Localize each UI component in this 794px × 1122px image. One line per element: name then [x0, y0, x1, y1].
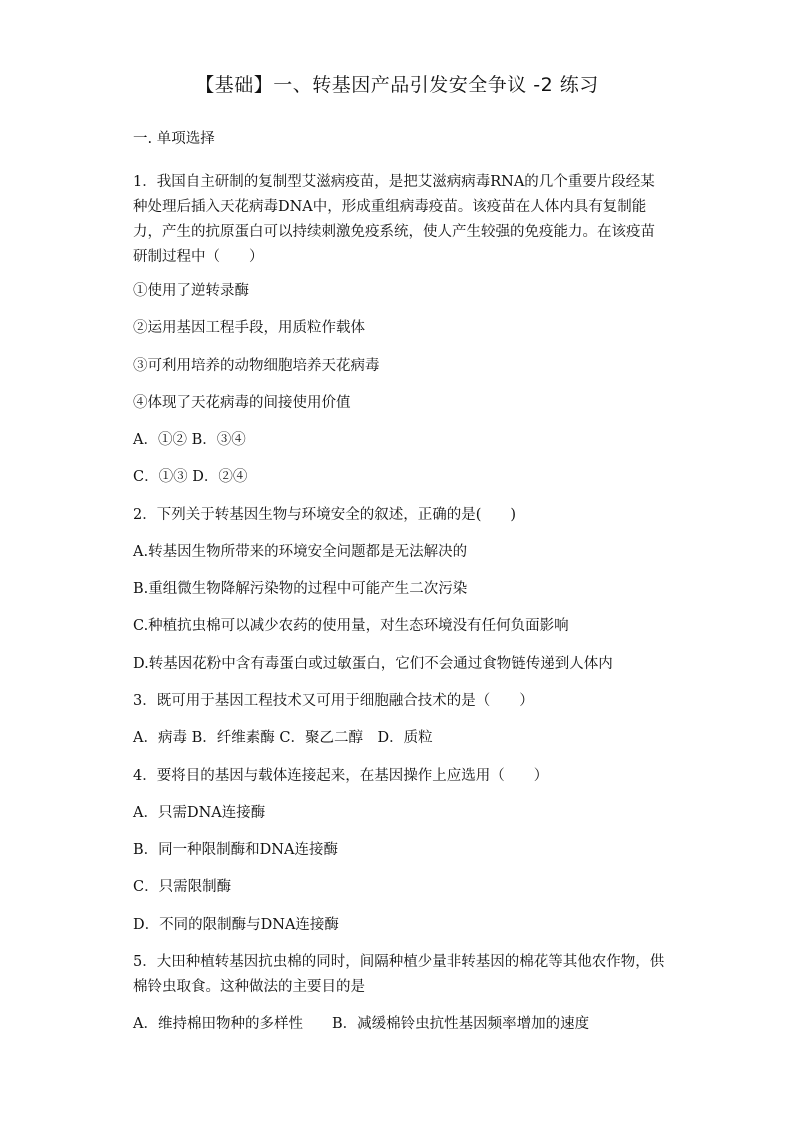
- question-4-option-c: C．只需限制酶: [133, 879, 232, 895]
- question-3-options: A．病毒 B．纤维素酶 C．聚乙二醇 D．质粒: [133, 730, 433, 746]
- question-3-stem: 3．既可用于基因工程技术又可用于细胞融合技术的是（ ）: [133, 693, 534, 709]
- question-2-option-b: B.重组微生物降解污染物的过程中可能产生二次污染: [133, 581, 468, 597]
- question-2-option-c: C.种植抗虫棉可以减少农药的使用量，对生态环境没有任何负面影响: [133, 618, 569, 634]
- question-1-option-row-2: C．①③ D．②④: [133, 469, 248, 485]
- question-2-option-d: D.转基因花粉中含有毒蛋白或过敏蛋白，它们不会通过食物链传递到人体内: [133, 656, 613, 672]
- question-4-option-b: B．同一种限制酶和DNA连接酶: [133, 842, 338, 858]
- document-title: 【基础】一、转基因产品引发安全争议 -2 练习: [195, 74, 599, 96]
- question-5-options: A．维持棉田物种的多样性 B．减缓棉铃虫抗性基因频率增加的速度: [133, 1016, 590, 1032]
- question-4-option-a: A．只需DNA连接酶: [133, 805, 266, 821]
- question-1-stem: 1．我国自主研制的复制型艾滋病疫苗，是把艾滋病病毒RNA的几个重要片段经某种处理后插入天花病毒DNA中，形成重组病毒疫苗。该疫苗在人体内具有复制能力，产生的抗原蛋白可以持续刺激免疫系统，使人产生较强的免疫能力。在该疫苗研制过程中（ ）: [133, 174, 655, 265]
- question-5-stem: 5．大田种植转基因抗虫棉的同时，间隔种植少量非转基因的棉花等其他农作物，供棉铃虫取食。这种做法的主要目的是: [133, 954, 665, 995]
- section-heading: 一. 单项选择: [133, 131, 215, 147]
- question-1-item-3: ③可利用培养的动物细胞培养天花病毒: [133, 358, 380, 374]
- question-1-item-1: ①使用了逆转录酶: [133, 283, 249, 299]
- question-4-option-d: D．不同的限制酶与DNA连接酶: [133, 917, 339, 933]
- question-1-item-4: ④体现了天花病毒的间接使用价值: [133, 395, 351, 411]
- question-2-stem: 2．下列关于转基因生物与环境安全的叙述，正确的是( ): [133, 507, 517, 523]
- question-2-option-a: A.转基因生物所带来的环境安全问题都是无法解决的: [133, 544, 468, 560]
- question-1-option-row-1: A．①② B．③④: [133, 432, 246, 448]
- question-4-stem: 4．要将目的基因与载体连接起来，在基因操作上应选用（ ）: [133, 768, 549, 784]
- question-1-item-2: ②运用基因工程手段，用质粒作载体: [133, 320, 365, 336]
